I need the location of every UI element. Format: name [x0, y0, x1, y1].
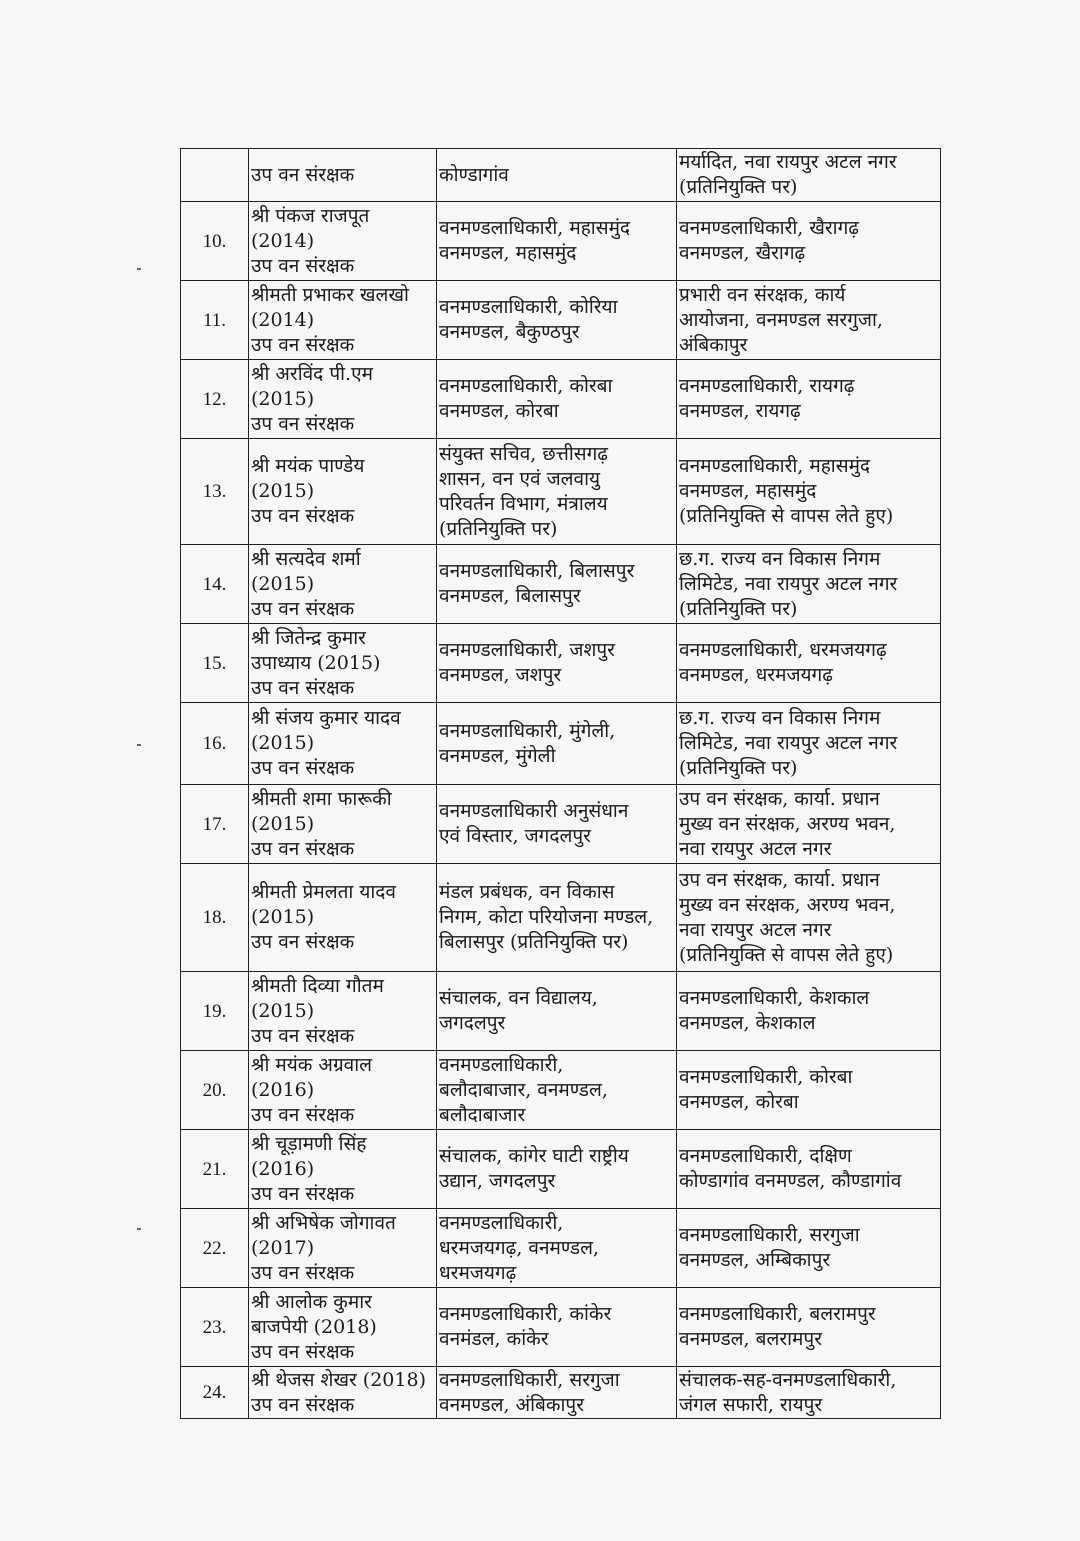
cell-line: (2016) — [251, 1078, 315, 1101]
cell-line: उप वन संरक्षक — [251, 837, 355, 860]
cell-line: उप वन संरक्षक — [251, 597, 355, 620]
officer-name-cell — [249, 360, 437, 439]
table-row — [181, 1367, 941, 1419]
cell-line: धरमजयगढ़ — [439, 1261, 517, 1284]
officer-name-cell — [249, 703, 437, 785]
current-posting-cell — [437, 545, 677, 624]
cell-line: (2015) — [251, 732, 315, 754]
new-posting-cell — [677, 785, 941, 864]
serial-number: 17. — [181, 785, 249, 864]
cell-line: उप वन संरक्षक — [251, 1182, 355, 1205]
cell-line: वनमण्डल, रायगढ़ — [679, 400, 801, 422]
cell-line: वनमण्डल, महासमुंद — [439, 242, 577, 264]
current-posting-cell — [437, 1288, 677, 1367]
cell-line: संचालक, कांगेर घाटी राष्ट्रीय — [439, 1145, 629, 1167]
officer-name-cell — [249, 1209, 437, 1288]
cell-line: श्री मयंक पाण्डेय — [251, 455, 365, 477]
margin-mark — [137, 1228, 141, 1230]
cell-line: छ.ग. राज्य वन विकास निगम — [679, 547, 881, 570]
cell-line: छ.ग. राज्य वन विकास निगम — [679, 707, 881, 729]
cell-line: वनमण्डलाधिकारी, जशपुर — [439, 639, 615, 661]
current-posting-cell — [437, 864, 677, 972]
new-posting-cell — [677, 1130, 941, 1209]
current-posting-cell — [437, 1130, 677, 1209]
current-posting-cell — [437, 439, 677, 545]
transfer-table — [180, 148, 941, 1419]
cell-line: वनमण्डलाधिकारी, मुंगेली, — [439, 719, 616, 742]
serial-number: 13. — [181, 439, 249, 545]
current-posting-cell — [437, 281, 677, 360]
current-posting-cell — [437, 972, 677, 1051]
cell-line: (प्रतिनियुक्ति पर) — [679, 757, 798, 779]
cell-line: वनमण्डल, अंबिकापुर — [439, 1393, 584, 1416]
table-row — [181, 972, 941, 1051]
new-posting-cell — [677, 864, 941, 972]
cell-line: वनमण्डल, बलरामपुर — [679, 1328, 822, 1350]
cell-line: श्री जितेन्द्र कुमार — [251, 626, 366, 649]
cell-line: एवं विस्तार, जगदलपुर — [439, 825, 591, 847]
serial-number: 22. — [181, 1209, 249, 1288]
cell-line: उद्यान, जगदलपुर — [439, 1170, 556, 1192]
cell-line: उप वन संरक्षक — [251, 505, 355, 527]
transfer-table-body — [181, 149, 941, 1419]
cell-line: उप वन संरक्षक — [251, 412, 355, 435]
officer-name-cell — [249, 1288, 437, 1367]
cell-line: नवा रायपुर अटल नगर — [679, 837, 832, 860]
cell-line: वनमण्डलाधिकारी, खैरागढ़ — [679, 217, 859, 239]
cell-line: (2015) — [251, 387, 315, 410]
cell-line: श्री अरविंद पी.एम — [251, 362, 373, 385]
cell-line: आयोजना, वनमण्डल सरगुजा, — [679, 308, 883, 331]
serial-number: 15. — [181, 624, 249, 703]
table-row — [181, 1209, 941, 1288]
table-row — [181, 545, 941, 624]
cell-line: वनमण्डल, बैकुण्ठपुर — [439, 321, 580, 343]
cell-line: संयुक्त सचिव, छत्तीसगढ़ — [439, 442, 608, 465]
cell-line: वनमण्डल, केशकाल — [679, 1012, 816, 1034]
cell-line: (2016) — [251, 1157, 315, 1180]
cell-line: मुख्य वन संरक्षक, अरण्य भवन, — [679, 812, 896, 835]
cell-line: वनमण्डल, कोरबा — [439, 400, 559, 422]
cell-line: (प्रतिनियुक्ति पर) — [679, 176, 798, 198]
cell-line: कोण्डागांव वनमण्डल, कौण्डागांव — [679, 1170, 902, 1192]
margin-mark — [137, 268, 141, 270]
cell-line: श्री थेजस शेखर (2018) — [251, 1368, 426, 1391]
cell-line: (प्रतिनियुक्ति से वापस लेते हुए) — [679, 943, 894, 966]
serial-number — [181, 149, 249, 202]
cell-line: वनमण्डलाधिकारी, महासमुंद — [439, 217, 631, 239]
cell-line: (2015) — [251, 812, 315, 835]
cell-line: लिमिटेड, नवा रायपुर अटल नगर — [679, 732, 898, 754]
table-row — [181, 439, 941, 545]
cell-line: वनमण्डल, जशपुर — [439, 664, 562, 686]
cell-line: मुख्य वन संरक्षक, अरण्य भवन, — [679, 893, 896, 916]
table-row — [181, 864, 941, 972]
cell-line: वनमण्डलाधिकारी, कोरबा — [679, 1066, 853, 1088]
cell-line: उप वन संरक्षक — [251, 254, 355, 277]
cell-line: उप वन संरक्षक — [251, 1393, 355, 1416]
cell-line: वनमण्डलाधिकारी, — [439, 1053, 564, 1076]
cell-line: संचालक, वन विद्यालय, — [439, 987, 598, 1009]
serial-number: 20. — [181, 1051, 249, 1130]
cell-line: वनमण्डलाधिकारी, कांकेर — [439, 1303, 612, 1325]
cell-line: वनमण्डलाधिकारी, सरगुजा — [439, 1368, 620, 1391]
cell-line: उप वन संरक्षक, कार्या. प्रधान — [679, 868, 880, 891]
cell-line: परिवर्तन विभाग, मंत्रालय — [439, 492, 608, 515]
cell-line: (2014) — [251, 308, 315, 331]
cell-line: श्रीमती दिव्या गौतम — [251, 974, 384, 997]
cell-line: जगदलपुर — [439, 1012, 506, 1034]
current-posting-cell — [437, 624, 677, 703]
serial-number: 18. — [181, 864, 249, 972]
officer-name-cell — [249, 624, 437, 703]
new-posting-cell — [677, 149, 941, 202]
cell-line: उप वन संरक्षक, कार्या. प्रधान — [679, 787, 880, 810]
cell-line: वनमण्डलाधिकारी, बलरामपुर — [679, 1303, 876, 1325]
current-posting-cell — [437, 360, 677, 439]
cell-line: वनमण्डलाधिकारी, दक्षिण — [679, 1145, 852, 1167]
cell-line: (2014) — [251, 229, 315, 252]
cell-line: वनमण्डल, बिलासपुर — [439, 585, 581, 607]
cell-line: उप वन संरक्षक — [251, 757, 355, 779]
officer-name-cell — [249, 1130, 437, 1209]
cell-line: वनमण्डलाधिकारी, बिलासपुर — [439, 560, 635, 582]
cell-line: वनमंडल, कांकेर — [439, 1328, 549, 1350]
cell-line: श्री आलोक कुमार — [251, 1290, 372, 1313]
cell-line: श्री चूड़ामणी सिंह — [251, 1132, 367, 1155]
cell-line: श्रीमती प्रभाकर खलखो — [251, 283, 409, 306]
serial-number: 12. — [181, 360, 249, 439]
cell-line: उप वन संरक्षक — [251, 931, 355, 953]
officer-name-cell — [249, 972, 437, 1051]
serial-number: 24. — [181, 1367, 249, 1419]
cell-line: वनमण्डलाधिकारी, कोरबा — [439, 375, 613, 397]
new-posting-cell — [677, 1209, 941, 1288]
table-row — [181, 281, 941, 360]
cell-line: (2015) — [251, 999, 315, 1022]
cell-line: श्रीमती प्रेमलता यादव — [251, 881, 396, 903]
new-posting-cell — [677, 439, 941, 545]
cell-line: (2015) — [251, 906, 315, 928]
cell-line: वनमण्डलाधिकारी, — [439, 1211, 564, 1234]
new-posting-cell — [677, 624, 941, 703]
cell-line: वनमण्डल, अम्बिकापुर — [679, 1249, 831, 1271]
cell-line: वनमण्डलाधिकारी, महासमुंद — [679, 455, 871, 477]
cell-line: वनमण्डल, खैरागढ़ — [679, 242, 806, 264]
cell-line: लिमिटेड, नवा रायपुर अटल नगर — [679, 572, 898, 595]
table-row — [181, 785, 941, 864]
cell-line: वनमण्डलाधिकारी, सरगुजा — [679, 1224, 860, 1246]
serial-number: 14. — [181, 545, 249, 624]
cell-line: मर्यादित, नवा रायपुर अटल नगर — [679, 151, 897, 173]
officer-name-cell — [249, 149, 437, 202]
cell-line: श्री संजय कुमार यादव — [251, 707, 401, 729]
cell-line: शासन, वन एवं जलवायु — [439, 467, 601, 490]
current-posting-cell — [437, 1367, 677, 1419]
current-posting-cell — [437, 1209, 677, 1288]
cell-line: श्रीमती शमा फारूकी — [251, 787, 392, 810]
cell-line: उप वन संरक्षक — [251, 163, 355, 186]
officer-name-cell — [249, 785, 437, 864]
cell-line: वनमण्डलाधिकारी, कोरिया — [439, 296, 618, 318]
table-row — [181, 703, 941, 785]
cell-line: उप वन संरक्षक — [251, 333, 355, 356]
cell-line: (2015) — [251, 572, 315, 595]
new-posting-cell — [677, 360, 941, 439]
cell-line: श्री मयंक अग्रवाल — [251, 1053, 373, 1076]
cell-line: संचालक-सह-वनमण्डलाधिकारी, — [679, 1368, 897, 1391]
table-row — [181, 149, 941, 202]
cell-line: अंबिकापुर — [679, 333, 748, 356]
cell-line: जंगल सफारी, रायपुर — [679, 1393, 823, 1416]
cell-line: श्री अभिषेक जोगावत — [251, 1211, 396, 1234]
serial-number: 23. — [181, 1288, 249, 1367]
cell-line: श्री पंकज राजपूत — [251, 204, 370, 227]
current-posting-cell — [437, 149, 677, 202]
serial-number: 21. — [181, 1130, 249, 1209]
serial-number: 11. — [181, 281, 249, 360]
table-row — [181, 1130, 941, 1209]
cell-line: मंडल प्रबंधक, वन विकास — [439, 881, 615, 903]
new-posting-cell — [677, 1367, 941, 1419]
cell-line: (प्रतिनियुक्ति से वापस लेते हुए) — [679, 505, 894, 527]
cell-line: वनमण्डल, कोरबा — [679, 1091, 799, 1113]
cell-line: वनमण्डलाधिकारी अनुसंधान — [439, 800, 629, 822]
officer-name-cell — [249, 545, 437, 624]
serial-number: 16. — [181, 703, 249, 785]
serial-number: 10. — [181, 202, 249, 281]
officer-name-cell — [249, 439, 437, 545]
table-row — [181, 202, 941, 281]
serial-number: 19. — [181, 972, 249, 1051]
cell-line: धरमजयगढ़, वनमण्डल, — [439, 1236, 599, 1259]
cell-line: वनमण्डलाधिकारी, धरमजयगढ़ — [679, 639, 887, 661]
table-row — [181, 624, 941, 703]
new-posting-cell — [677, 545, 941, 624]
cell-line: प्रभारी वन संरक्षक, कार्य — [679, 283, 846, 306]
cell-line: बाजपेयी (2018) — [251, 1315, 377, 1338]
new-posting-cell — [677, 1288, 941, 1367]
cell-line: उप वन संरक्षक — [251, 1024, 355, 1047]
officer-name-cell — [249, 1051, 437, 1130]
cell-line: वनमण्डलाधिकारी, रायगढ़ — [679, 375, 855, 397]
new-posting-cell — [677, 281, 941, 360]
cell-line: (प्रतिनियुक्ति पर) — [439, 517, 558, 540]
table-row — [181, 1051, 941, 1130]
cell-line: निगम, कोटा परियोजना मण्डल, — [439, 906, 654, 928]
cell-line: श्री सत्यदेव शर्मा — [251, 547, 361, 570]
officer-name-cell — [249, 281, 437, 360]
officer-name-cell — [249, 1367, 437, 1419]
current-posting-cell — [437, 703, 677, 785]
officer-name-cell — [249, 202, 437, 281]
table-row — [181, 1288, 941, 1367]
table-row — [181, 360, 941, 439]
cell-line: (2017) — [251, 1236, 315, 1259]
current-posting-cell — [437, 785, 677, 864]
cell-line: वनमण्डल, महासमुंद — [679, 480, 817, 502]
cell-line: बिलासपुर (प्रतिनियुक्ति पर) — [439, 931, 629, 953]
cell-line: वनमण्डल, मुंगेली — [439, 744, 556, 767]
new-posting-cell — [677, 703, 941, 785]
cell-line: बलौदाबाजार, वनमण्डल, — [439, 1078, 608, 1101]
cell-line: वनमण्डल, धरमजयगढ़ — [679, 664, 833, 686]
cell-line: कोण्डागांव — [439, 163, 509, 186]
new-posting-cell — [677, 1051, 941, 1130]
cell-line: उप वन संरक्षक — [251, 676, 355, 699]
cell-line: उप वन संरक्षक — [251, 1340, 355, 1363]
cell-line: नवा रायपुर अटल नगर — [679, 918, 832, 941]
current-posting-cell — [437, 202, 677, 281]
cell-line: (2015) — [251, 480, 315, 502]
new-posting-cell — [677, 972, 941, 1051]
cell-line: (प्रतिनियुक्ति पर) — [679, 597, 798, 620]
cell-line: वनमण्डलाधिकारी, केशकाल — [679, 987, 870, 1009]
new-posting-cell — [677, 202, 941, 281]
cell-line: बलौदाबाजार — [439, 1103, 526, 1126]
officer-name-cell — [249, 864, 437, 972]
cell-line: उप वन संरक्षक — [251, 1103, 355, 1126]
cell-line: उपाध्याय (2015) — [251, 651, 381, 674]
current-posting-cell — [437, 1051, 677, 1130]
margin-mark — [137, 744, 141, 746]
cell-line: उप वन संरक्षक — [251, 1261, 355, 1284]
